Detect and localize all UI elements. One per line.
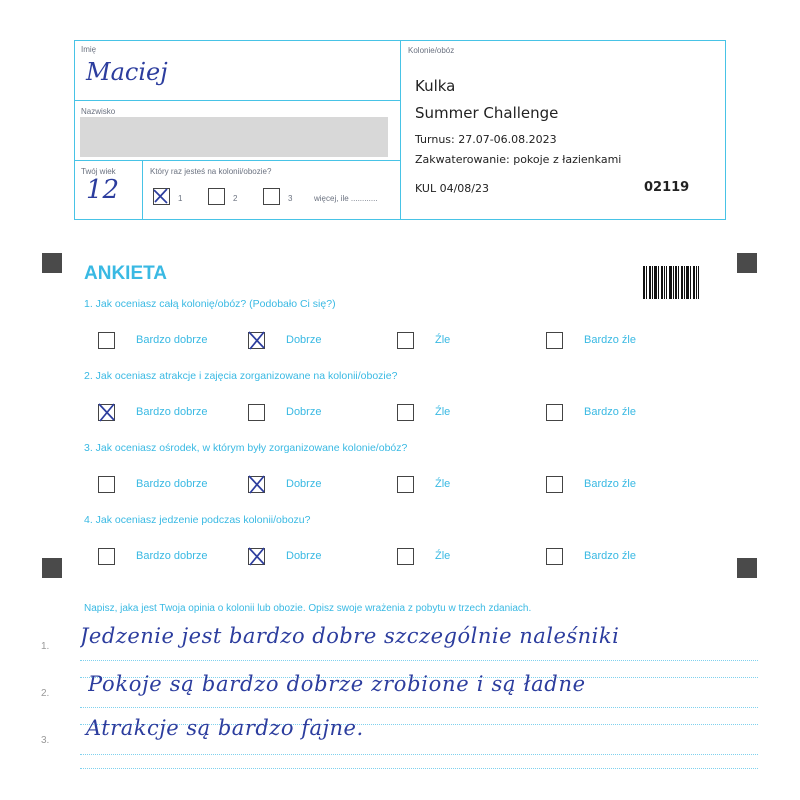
registration-marker-top-left — [42, 253, 62, 273]
surname-redaction — [80, 117, 388, 157]
question-2-option-4-label: Bardzo źle — [584, 406, 636, 418]
question-1-checkbox-4[interactable] — [546, 332, 563, 349]
registration-marker-bottom-right — [737, 558, 757, 578]
question-2-checkbox-1[interactable] — [98, 404, 115, 421]
question-2-option-2-label: Dobrze — [286, 406, 322, 418]
opinion-line-3[interactable]: Atrakcje są bardzo fajne. — [86, 716, 364, 740]
question-4-checkbox-3[interactable] — [397, 548, 414, 565]
header-divider-2 — [74, 160, 400, 161]
question-2-checkbox-3[interactable] — [397, 404, 414, 421]
opinion-prompt: Napisz, jaka jest Twoja opinia o kolonii lub obozie. Opisz swoje wrażenia z pobytu w trzech zdaniach. — [84, 603, 532, 614]
line-number-1: 1. — [41, 641, 50, 652]
visit-count-option-2: 2 — [233, 194, 238, 203]
question-3-option-3-label: Źle — [435, 478, 451, 490]
turnus-dates: Turnus: 27.07-06.08.2023 — [415, 133, 557, 146]
question-1-checkbox-1[interactable] — [98, 332, 115, 349]
line-number-2: 2. — [41, 688, 50, 699]
header-divider-vertical — [400, 40, 401, 220]
visit-count-checkbox-2[interactable] — [208, 188, 225, 205]
question-3-text: 3. Jak oceniasz ośrodek, w którym były zorganizowane kolonie/obóz? — [84, 442, 408, 454]
question-1-option-3-label: Źle — [435, 334, 451, 346]
survey-title: ANKIETA — [84, 263, 168, 284]
visit-count-option-3: 3 — [288, 194, 293, 203]
visit-count-label: Który raz jesteś na kolonii/obozie? — [150, 167, 272, 176]
camp-name: Kulka — [415, 77, 456, 95]
question-1-checkbox-3[interactable] — [397, 332, 414, 349]
check-mark-icon — [152, 187, 169, 204]
line-number-3: 3. — [41, 735, 50, 746]
question-2-option-1-label: Bardzo dobrze — [136, 406, 208, 418]
surname-label: Nazwisko — [81, 107, 116, 116]
question-1-option-1-label: Bardzo dobrze — [136, 334, 208, 346]
question-4-option-3-label: Źle — [435, 550, 451, 562]
question-2-text: 2. Jak oceniasz atrakcje i zajęcia zorganizowane na kolonii/obozie? — [84, 370, 398, 382]
barcode-icon — [643, 266, 699, 299]
question-3-checkbox-3[interactable] — [397, 476, 414, 493]
check-mark-icon — [247, 330, 267, 350]
form-number: 02119 — [644, 180, 690, 195]
answer-line-2 — [80, 707, 758, 708]
question-2-checkbox-4[interactable] — [546, 404, 563, 421]
camp-code: KUL 04/08/23 — [415, 182, 489, 195]
visit-count-checkbox-1[interactable] — [153, 188, 170, 205]
question-2-option-3-label: Źle — [435, 406, 451, 418]
check-mark-icon — [247, 474, 267, 494]
check-mark-icon — [97, 402, 117, 422]
question-4-option-2-label: Dobrze — [286, 550, 322, 562]
opinion-line-1[interactable]: Jedzenie jest bardzo dobre szczególnie naleśniki — [80, 624, 620, 648]
visit-count-option-1: 1 — [178, 194, 183, 203]
question-3-option-1-label: Bardzo dobrze — [136, 478, 208, 490]
camp-label: Kolonie/obóz — [408, 46, 455, 55]
visit-count-checkbox-3[interactable] — [263, 188, 280, 205]
barcode — [643, 266, 699, 299]
header-divider-1 — [74, 100, 400, 101]
question-4-checkbox-1[interactable] — [98, 548, 115, 565]
camp-program: Summer Challenge — [415, 104, 559, 122]
answer-line-1 — [80, 660, 758, 661]
question-4-text: 4. Jak oceniasz jedzenie podczas kolonii/obozu? — [84, 514, 311, 526]
question-4-option-1-label: Bardzo dobrze — [136, 550, 208, 562]
age-label: Twój wiek — [81, 167, 116, 176]
registration-marker-top-right — [737, 253, 757, 273]
question-4-checkbox-4[interactable] — [546, 548, 563, 565]
question-3-checkbox-1[interactable] — [98, 476, 115, 493]
visit-count-more-label: więcej, ile ............ — [314, 194, 378, 203]
registration-marker-bottom-left — [42, 558, 62, 578]
question-3-checkbox-4[interactable] — [546, 476, 563, 493]
accommodation: Zakwaterowanie: pokoje z łazienkami — [415, 153, 622, 166]
question-1-checkbox-2[interactable] — [248, 332, 265, 349]
age-value[interactable]: 12 — [86, 175, 120, 205]
question-3-option-2-label: Dobrze — [286, 478, 322, 490]
question-1-option-2-label: Dobrze — [286, 334, 322, 346]
opinion-line-2[interactable]: Pokoje są bardzo dobrze zrobione i są ładne — [88, 672, 586, 696]
check-mark-icon — [247, 546, 267, 566]
question-2-checkbox-2[interactable] — [248, 404, 265, 421]
question-1-text: 1. Jak oceniasz całą kolonię/obóz? (Podobało Ci się?) — [84, 298, 336, 310]
name-label: Imię — [81, 45, 97, 54]
question-3-checkbox-2[interactable] — [248, 476, 265, 493]
question-3-option-4-label: Bardzo źle — [584, 478, 636, 490]
question-4-option-4-label: Bardzo źle — [584, 550, 636, 562]
answer-line-3 — [80, 754, 758, 755]
question-1-option-4-label: Bardzo źle — [584, 334, 636, 346]
answer-line-3b — [80, 768, 758, 769]
header-divider-age — [142, 160, 143, 220]
question-4-checkbox-2[interactable] — [248, 548, 265, 565]
name-value[interactable]: Maciej — [86, 58, 168, 86]
